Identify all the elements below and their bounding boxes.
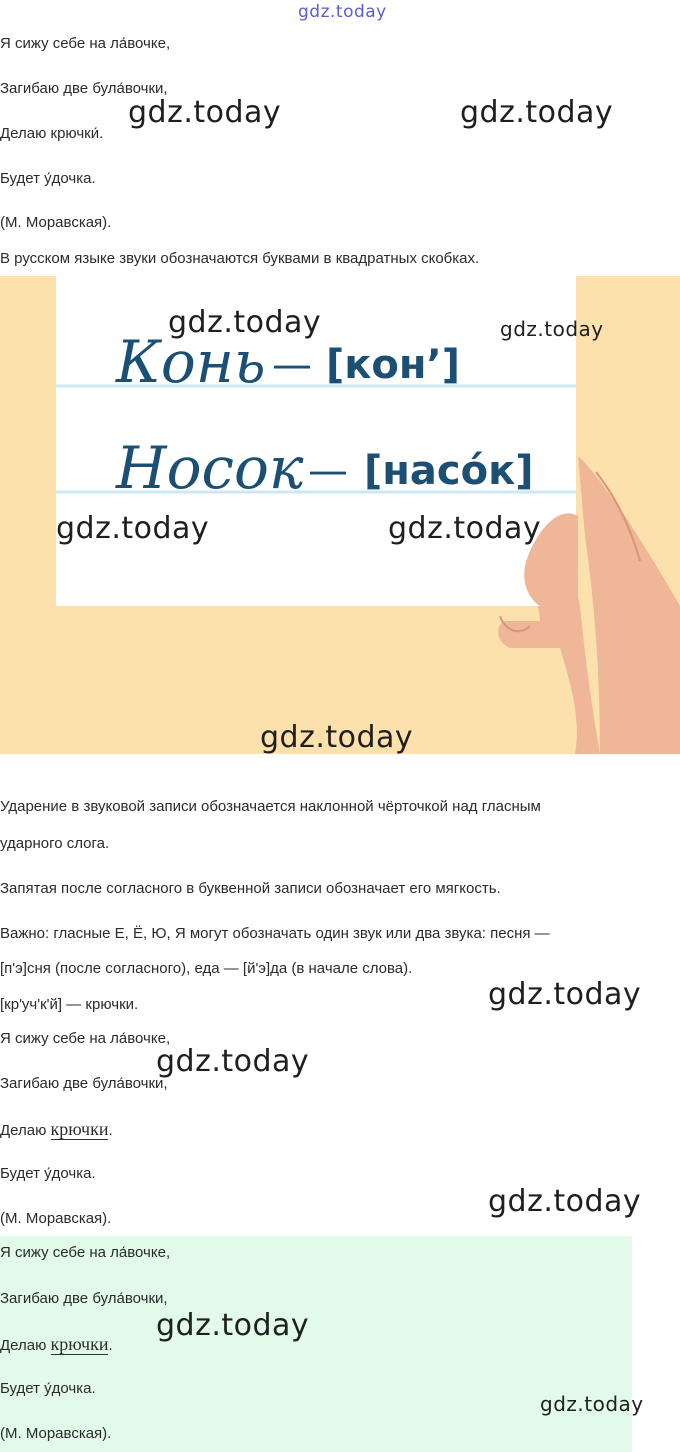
- watermark: gdz.today: [388, 511, 542, 546]
- poem-line: Загибаю две була́вочки,: [0, 1290, 168, 1307]
- watermark: gdz.today: [460, 95, 614, 130]
- rule-important-2: [п'э]сня (после согласного), еда — [й'э]да (в начале слова).: [0, 960, 413, 977]
- watermark: gdz.today: [56, 511, 210, 546]
- underlined-word: крючки: [50, 1334, 109, 1354]
- watermark: gdz.today: [156, 1044, 310, 1079]
- poem-text: .: [108, 1122, 113, 1139]
- rule-stress-1: Ударение в звуковой записи обозначается наклонной чёрточкой над гласным: [0, 798, 541, 815]
- poem-line: Загибаю две була́вочки,: [0, 1075, 168, 1092]
- watermark: gdz.today: [488, 1184, 642, 1219]
- poem-line: Будет у́дочка.: [0, 1165, 96, 1182]
- underlined-word: крючки: [50, 1119, 109, 1139]
- poem-line: Я сижу себе на ла́вочке,: [0, 1030, 171, 1047]
- rule-important-1: Важно: гласные Е, Ё, Ю, Я могут обозначать один звук или два звука: песня —: [0, 925, 550, 942]
- card-word-2: Носок: [116, 434, 304, 502]
- watermark: gdz.today: [168, 305, 322, 340]
- poem-text: .: [108, 1337, 113, 1354]
- rule-stress-2: ударного слога.: [0, 835, 110, 852]
- poem-line: Будет у́дочка.: [0, 1380, 96, 1397]
- poem-line: [0, 1334, 113, 1356]
- card-dash-2: —: [308, 448, 348, 494]
- poem-line: Делаю крючки́.: [0, 125, 104, 142]
- intro-text: В русском языке звуки обозначаются буквами в квадратных скобках.: [0, 250, 480, 267]
- card-transcription-2: [насо́к]: [364, 448, 534, 494]
- transcription-line: [кр'уч'к'й] — крючки.: [0, 996, 139, 1013]
- rule-comma: Запятая после согласного в буквенной записи обозначает его мягкость.: [0, 880, 501, 897]
- poem-line: [0, 1119, 113, 1141]
- watermark: gdz.today: [488, 977, 642, 1012]
- watermark: gdz.today: [540, 1392, 644, 1416]
- poem-author: (М. Моравская).: [0, 1210, 112, 1227]
- poem-line: Будет у́дочка.: [0, 170, 96, 187]
- poem-line: Я сижу себе на ла́вочке,: [0, 35, 171, 52]
- card-word-1: Конь: [116, 328, 266, 396]
- watermark: gdz.today: [500, 317, 604, 341]
- poem-text: Делаю: [0, 1122, 51, 1139]
- poem-author: (М. Моравская).: [0, 1425, 112, 1442]
- poem-line: Я сижу себе на ла́вочке,: [0, 1244, 171, 1261]
- poem-author: (М. Моравская).: [0, 214, 112, 231]
- card-dash-1: —: [272, 342, 312, 388]
- watermark: gdz.today: [260, 720, 414, 755]
- watermark: gdz.today: [156, 1308, 310, 1343]
- watermark-top: gdz.today: [298, 2, 387, 22]
- poem-line: Загибаю две була́вочки,: [0, 80, 168, 97]
- card-transcription-1: [кон’]: [326, 342, 461, 388]
- watermark: gdz.today: [128, 95, 282, 130]
- poem-text: Делаю: [0, 1337, 51, 1354]
